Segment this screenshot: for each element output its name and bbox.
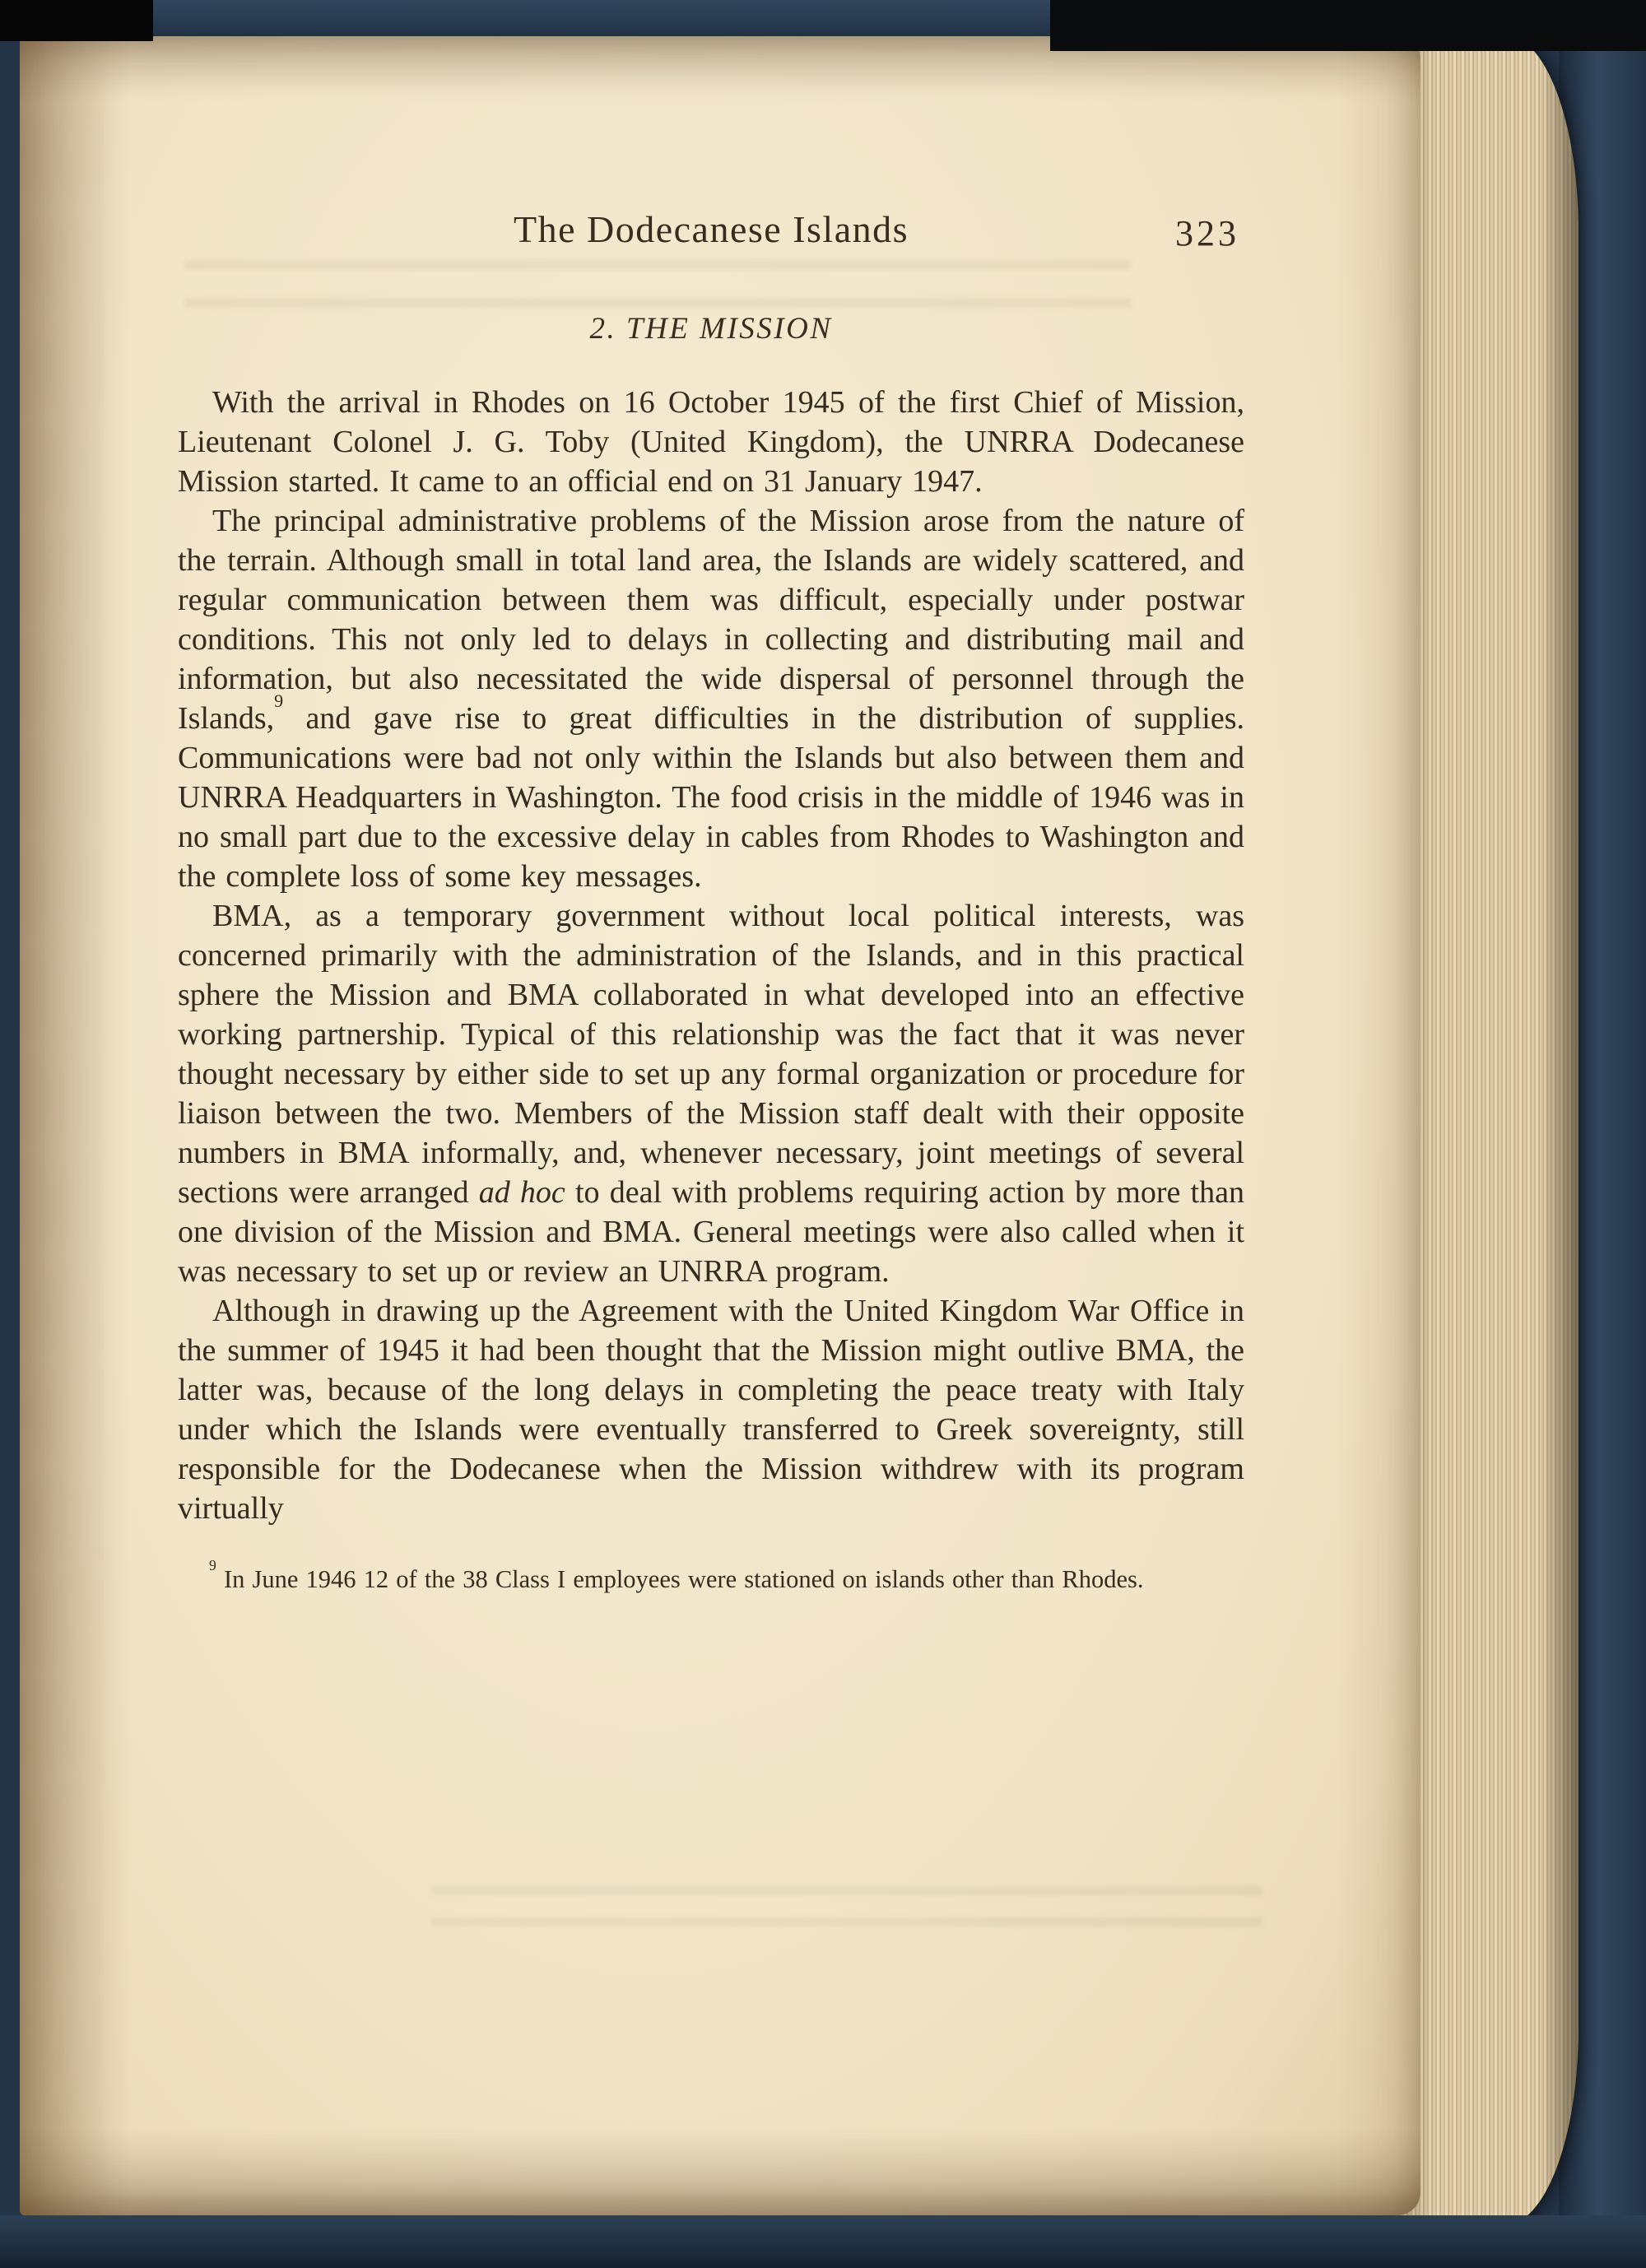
paragraph xyxy=(178,383,1244,501)
page-content xyxy=(178,36,1244,1596)
footnote xyxy=(178,1557,1244,1596)
body-text xyxy=(178,383,1244,1528)
running-header-row xyxy=(178,207,1244,257)
paragraph xyxy=(178,1291,1244,1528)
bleed-through-artifact-bottom xyxy=(431,1886,1262,1949)
italic-text: ad hoc xyxy=(478,1175,565,1210)
running-header: The Dodecanese Islands xyxy=(513,208,909,250)
paragraph xyxy=(178,896,1244,1291)
scan-background-top-right xyxy=(1050,0,1646,51)
scan-background-top-left xyxy=(0,0,153,41)
text-run: With the arrival in Rhodes on 16 October 1945 of the first Chief of Mission, Lieutenant Colonel J. G. Toby (United Kingdom), the UNRRA Dodecanese Mission started. It came to an official end on 31 January 1947. xyxy=(178,385,1244,499)
book-cover-bottom-edge xyxy=(0,2215,1646,2268)
section-heading: 2. THE MISSION xyxy=(589,312,833,346)
footnote-text: In June 1946 12 of the 38 Class I employees were stationed on islands other than Rhodes. xyxy=(223,1565,1144,1593)
text-run: to deal with problems requiring action by more than one division of the Mission and BMA. General meetings were also called when it was necessary to set up or review an UNRRA program. xyxy=(178,1175,1244,1289)
text-run: Although in drawing up the Agreement with the United Kingdom War Office in the summer of 1945 it had been thought that the Mission might outlive BMA, the latter was, because of the long delays in completing the peace treaty with Italy under which the Islands were eventually transferred to Greek sovereignty, still responsible for the Dodecanese when the Mission withdrew with its program virtually xyxy=(178,1294,1244,1526)
paragraph xyxy=(178,501,1244,896)
text-run: The principal administrative problems of the Mission arose from the nature of the terrain. Although small in total land area, the Islands are widely scattered, and regular communication between them was difficult, especially under postwar conditions. This not only led to delays in collecting and distributing mail and information, but also necessitated the wide dispersal of personnel through the Islands, xyxy=(178,504,1244,736)
text-run: BMA, as a temporary government without local political interests, was concerned primarily with the administration of the Islands, and in this practical sphere the Mission and BMA collaborated in what developed into an effective working partnership. Typical of this relationship was the fact that it was never thought necessary by either side to set up any formal organization or procedure for liaison between the two. Members of the Mission staff dealt with their opposite numbers in BMA informally, and, whenever necessary, joint meetings of several sections were arranged xyxy=(178,899,1244,1210)
footnote-reference: 9 xyxy=(274,690,284,712)
footnote-marker: 9 xyxy=(209,1557,216,1574)
page-number: 323 xyxy=(1175,213,1239,253)
text-run: and gave rise to great difficulties in the distribution of supplies. Communications were bad not only within the Islands but also between them and UNRRA Headquarters in Washington. The food crisis in the middle of 1946 was in no small part due to the excessive delay in cables from Rhodes to Washington and the complete loss of some key messages. xyxy=(178,701,1244,894)
book-page xyxy=(20,36,1420,2215)
